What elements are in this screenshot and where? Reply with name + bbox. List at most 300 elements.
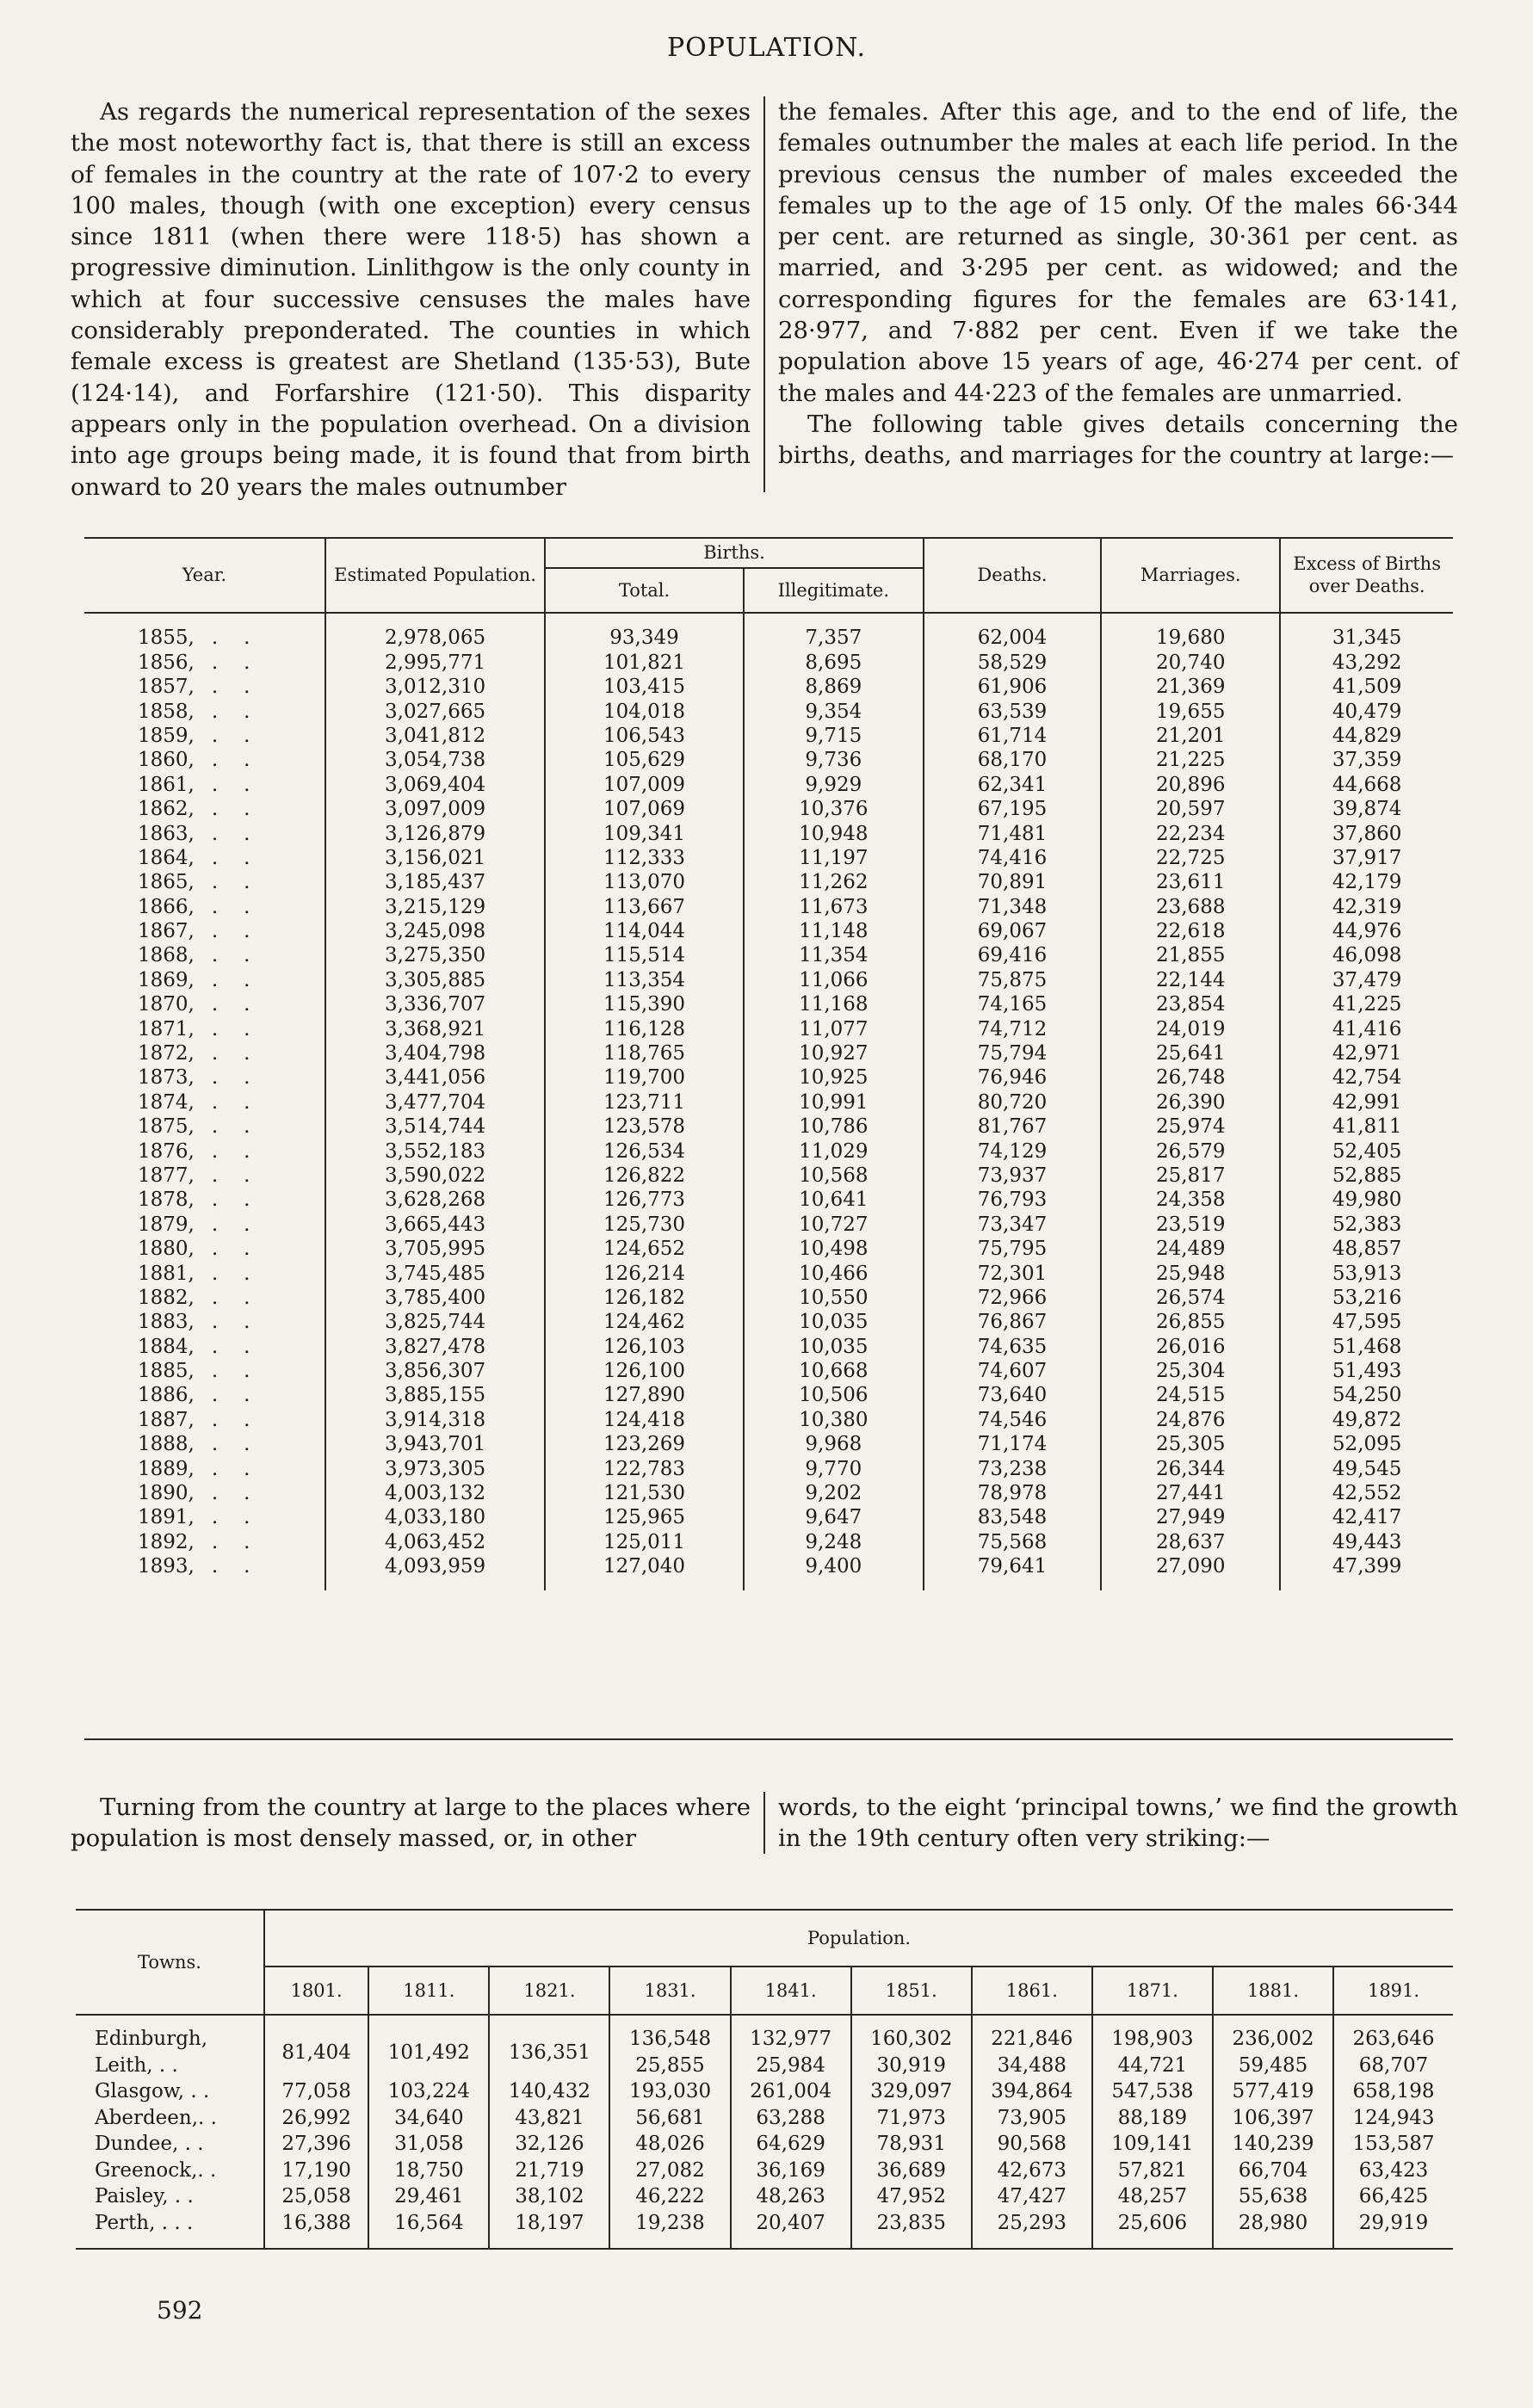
cell-marriages: 25,974 [1101, 1114, 1280, 1139]
cell-population: 3,097,009 [325, 797, 545, 821]
cell-deaths: 68,170 [924, 748, 1101, 772]
cell-births-illegitimate: 11,673 [744, 894, 924, 918]
cell-population: 36,169 [731, 2158, 851, 2184]
town-name: Dundee, . . [95, 2133, 204, 2156]
col-header-year-9: 1891. [1333, 1967, 1453, 2015]
cell-births-total: 126,534 [545, 1139, 744, 1163]
cell-marriages: 23,611 [1101, 870, 1280, 894]
table-row [84, 748, 1453, 772]
cell-excess: 47,399 [1280, 1554, 1453, 1578]
cell-population: 30,919 [851, 2053, 972, 2079]
cell-births-total: 116,128 [545, 1016, 744, 1040]
cell-births-illegitimate: 10,568 [744, 1164, 924, 1188]
cell-excess: 52,885 [1280, 1164, 1453, 1188]
cell-births-illegitimate: 9,736 [744, 748, 924, 772]
cell-population: 577,419 [1213, 2078, 1333, 2105]
cell-births-total: 106,543 [545, 724, 744, 748]
cell-population: 3,665,443 [325, 1213, 545, 1237]
cell-births-illegitimate: 9,248 [744, 1530, 924, 1554]
cell-excess: 41,509 [1280, 675, 1453, 699]
cell-births-illegitimate: 11,077 [744, 1016, 924, 1040]
cell-births-total: 107,009 [545, 773, 744, 797]
year-label: 1887, [138, 1408, 195, 1431]
town-name: Perth, . . . [95, 2211, 194, 2234]
cell-births-total: 123,269 [545, 1432, 744, 1456]
births-deaths-marriages-table [84, 537, 1453, 1590]
year-label: 1884, [138, 1335, 195, 1358]
cell-excess: 46,098 [1280, 943, 1453, 967]
cell-deaths: 58,529 [924, 651, 1101, 675]
leader-dots: .. [211, 1066, 276, 1090]
leader-dots: .. [211, 1213, 276, 1236]
cell-marriages: 26,016 [1101, 1335, 1280, 1359]
cell-population: 236,002 [1213, 2026, 1333, 2053]
year-label: 1882, [138, 1286, 195, 1309]
cell-year [84, 1383, 325, 1407]
cell-births-illegitimate: 10,727 [744, 1213, 924, 1237]
intro-left-column [71, 96, 751, 501]
cell-population: 3,305,885 [325, 968, 545, 992]
col-header-population: Estimated Population. [325, 538, 545, 613]
cell-population: 18,750 [368, 2158, 489, 2184]
cell-marriages: 22,618 [1101, 919, 1280, 943]
cell-deaths: 74,129 [924, 1139, 1101, 1163]
cell-deaths: 74,635 [924, 1335, 1101, 1359]
cell-population: 43,821 [489, 2105, 609, 2132]
cell-marriages: 27,441 [1101, 1481, 1280, 1505]
cell-population: 3,368,921 [325, 1016, 545, 1040]
cell-marriages: 24,019 [1101, 1016, 1280, 1040]
cell-marriages: 23,688 [1101, 894, 1280, 918]
cell-population: 3,745,485 [325, 1261, 545, 1285]
cell-deaths: 74,712 [924, 1016, 1101, 1040]
cell-excess: 49,980 [1280, 1188, 1453, 1212]
cell-population: 3,552,183 [325, 1139, 545, 1163]
cell-population: 3,477,704 [325, 1090, 545, 1114]
cell-births-illegitimate: 10,550 [744, 1286, 924, 1310]
cell-population: 394,864 [972, 2078, 1092, 2105]
cell-births-total: 107,069 [545, 797, 744, 821]
births-table-body [84, 613, 1453, 1590]
cell-marriages: 22,234 [1101, 821, 1280, 845]
table-row [76, 2026, 1453, 2053]
leader-dots: .. [211, 895, 276, 918]
cell-marriages: 25,304 [1101, 1359, 1280, 1383]
cell-population: 3,441,056 [325, 1065, 545, 1090]
cell-population-combined: 136,351 [489, 2026, 609, 2078]
year-label: 1865, [138, 871, 195, 894]
table-row [84, 1065, 1453, 1090]
cell-excess: 44,976 [1280, 919, 1453, 943]
cell-year [84, 1261, 325, 1285]
cell-population: 140,239 [1213, 2131, 1333, 2158]
cell-population: 153,587 [1333, 2131, 1453, 2158]
cell-deaths: 75,794 [924, 1041, 1101, 1065]
cell-population: 198,903 [1092, 2026, 1213, 2053]
cell-year [84, 992, 325, 1016]
cell-marriages: 21,855 [1101, 943, 1280, 967]
cell-births-total: 124,652 [545, 1237, 744, 1261]
cell-births-illegitimate: 8,869 [744, 675, 924, 699]
col-header-illegitimate: Illegitimate. [744, 568, 924, 613]
cell-population: 66,704 [1213, 2158, 1333, 2184]
cell-year [84, 699, 325, 723]
year-label: 1859, [138, 724, 195, 747]
cell-population: 44,721 [1092, 2053, 1213, 2079]
cell-deaths: 73,238 [924, 1456, 1101, 1480]
leader-dots: .. [211, 846, 276, 869]
cell-marriages: 23,854 [1101, 992, 1280, 1016]
principal-towns-table [76, 1909, 1453, 2250]
cell-population: 658,198 [1333, 2078, 1453, 2105]
cell-births-illegitimate: 10,927 [744, 1041, 924, 1065]
cell-excess: 49,545 [1280, 1456, 1453, 1480]
table-row [84, 992, 1453, 1016]
cell-deaths: 71,348 [924, 894, 1101, 918]
cell-population: 3,126,879 [325, 821, 545, 845]
cell-year [84, 1554, 325, 1578]
cell-births-total: 109,341 [545, 821, 744, 845]
leader-dots: .. [211, 1457, 276, 1480]
cell-excess: 31,345 [1280, 626, 1453, 650]
cell-births-illegitimate: 11,197 [744, 846, 924, 870]
table-row [76, 2105, 1453, 2132]
cell-marriages: 26,574 [1101, 1286, 1280, 1310]
cell-population: 3,914,318 [325, 1408, 545, 1432]
cell-deaths: 71,174 [924, 1432, 1101, 1456]
year-label: 1874, [138, 1090, 195, 1114]
cell-births-total: 127,890 [545, 1383, 744, 1407]
cell-excess: 43,292 [1280, 651, 1453, 675]
cell-population: 64,629 [731, 2131, 851, 2158]
cell-excess: 37,917 [1280, 846, 1453, 870]
cell-year [84, 1237, 325, 1261]
cell-population: 329,097 [851, 2078, 972, 2105]
cell-year [84, 1481, 325, 1505]
cell-year [84, 1041, 325, 1065]
cell-marriages: 26,748 [1101, 1065, 1280, 1090]
cell-population: 66,425 [1333, 2183, 1453, 2210]
cell-deaths: 63,539 [924, 699, 1101, 723]
cell-year [84, 1408, 325, 1432]
cell-excess: 42,179 [1280, 870, 1453, 894]
col-header-births: Births. [545, 538, 924, 568]
cell-marriages: 25,641 [1101, 1041, 1280, 1065]
cell-births-total: 126,100 [545, 1359, 744, 1383]
cell-population: 140,432 [489, 2078, 609, 2105]
cell-year [84, 1016, 325, 1040]
cell-births-illegitimate: 10,035 [744, 1335, 924, 1359]
cell-births-total: 126,773 [545, 1188, 744, 1212]
col-header-marriages: Marriages. [1101, 538, 1280, 613]
year-label: 1889, [138, 1457, 195, 1480]
cell-births-illegitimate: 10,786 [744, 1114, 924, 1139]
cell-population: 23,835 [851, 2210, 972, 2237]
cell-year [84, 1139, 325, 1163]
cell-births-total: 113,070 [545, 870, 744, 894]
town-name: Paisley, . . [95, 2185, 194, 2208]
towns-intro-right [778, 1792, 1458, 1854]
cell-population: 3,628,268 [325, 1188, 545, 1212]
leader-dots: .. [211, 1090, 276, 1114]
cell-population: 38,102 [489, 2183, 609, 2210]
cell-excess: 51,493 [1280, 1359, 1453, 1383]
cell-year [84, 1310, 325, 1334]
cell-deaths: 80,720 [924, 1090, 1101, 1114]
cell-deaths: 62,341 [924, 773, 1101, 797]
table-row [84, 1237, 1453, 1261]
cell-marriages: 21,201 [1101, 724, 1280, 748]
cell-births-total: 115,514 [545, 943, 744, 967]
leader-dots: .. [211, 1360, 276, 1383]
cell-population: 21,719 [489, 2158, 609, 2184]
table-row [84, 1432, 1453, 1456]
cell-marriages: 24,515 [1101, 1383, 1280, 1407]
cell-population: 3,825,744 [325, 1310, 545, 1334]
cell-population: 77,058 [264, 2078, 368, 2105]
cell-excess: 51,468 [1280, 1335, 1453, 1359]
cell-population: 55,638 [1213, 2183, 1333, 2210]
cell-population: 25,984 [731, 2053, 851, 2079]
cell-excess: 42,417 [1280, 1505, 1453, 1529]
cell-births-total: 115,390 [545, 992, 744, 1016]
table-row [84, 919, 1453, 943]
cell-year [84, 821, 325, 845]
cell-year [84, 968, 325, 992]
cell-population: 34,640 [368, 2105, 489, 2132]
cell-population: 47,952 [851, 2183, 972, 2210]
cell-births-illegitimate: 11,066 [744, 968, 924, 992]
cell-year [84, 1456, 325, 1480]
towns-intro-left-paragraph: Turning from the country at large to the places where population is most densely massed, or, in other [71, 1794, 751, 1853]
cell-births-total: 126,214 [545, 1261, 744, 1285]
cell-population: 36,689 [851, 2158, 972, 2184]
cell-deaths: 75,568 [924, 1530, 1101, 1554]
cell-population: 25,855 [609, 2053, 730, 2079]
leader-dots: .. [211, 1311, 276, 1334]
year-label: 1864, [138, 846, 195, 869]
leader-dots: .. [211, 773, 276, 796]
cell-births-total: 114,044 [545, 919, 744, 943]
table-row [84, 1090, 1453, 1114]
cell-population: 132,977 [731, 2026, 851, 2053]
cell-marriages: 19,655 [1101, 699, 1280, 723]
cell-population: 4,003,132 [325, 1481, 545, 1505]
leader-dots: .. [211, 1017, 276, 1040]
year-label: 1867, [138, 920, 195, 943]
cell-marriages: 23,519 [1101, 1213, 1280, 1237]
cell-year [84, 675, 325, 699]
cell-population: 3,885,155 [325, 1383, 545, 1407]
cell-excess: 52,095 [1280, 1432, 1453, 1456]
cell-population: 48,026 [609, 2131, 730, 2158]
cell-excess: 49,872 [1280, 1408, 1453, 1432]
leader-dots: .. [211, 1115, 276, 1139]
cell-population: 136,548 [609, 2026, 730, 2053]
table-row [84, 894, 1453, 918]
column-divider [763, 96, 765, 492]
cell-year [84, 1359, 325, 1383]
table-row [84, 651, 1453, 675]
year-label: 1860, [138, 749, 195, 772]
leader-dots: .. [211, 700, 276, 723]
col-header-deaths: Deaths. [924, 538, 1101, 613]
cell-deaths: 74,546 [924, 1408, 1101, 1432]
cell-births-total: 118,765 [545, 1041, 744, 1065]
year-label: 1881, [138, 1262, 195, 1285]
town-name-edinburgh: Edinburgh, [95, 2028, 208, 2051]
cell-births-illegitimate: 11,262 [744, 870, 924, 894]
leader-dots: .. [211, 1433, 276, 1456]
intro-right-paragraph-2: The following table gives details concerning the births, deaths, and marriages for the country at large:— [778, 410, 1458, 470]
year-label: 1886, [138, 1384, 195, 1407]
cell-year [84, 797, 325, 821]
year-label: 1892, [138, 1530, 195, 1553]
cell-births-total: 104,018 [545, 699, 744, 723]
table-row [84, 1554, 1453, 1578]
cell-deaths: 75,795 [924, 1237, 1101, 1261]
town-name: Glasgow, . . [95, 2080, 210, 2103]
year-label: 1862, [138, 798, 195, 821]
cell-population: 27,396 [264, 2131, 368, 2158]
table-row [84, 1408, 1453, 1432]
cell-births-total: 125,965 [545, 1505, 744, 1529]
cell-marriages: 26,390 [1101, 1090, 1280, 1114]
cell-year [84, 651, 325, 675]
cell-births-illegitimate: 9,647 [744, 1505, 924, 1529]
table-row [84, 943, 1453, 967]
cell-population: 42,673 [972, 2158, 1092, 2184]
cell-marriages: 27,949 [1101, 1505, 1280, 1529]
cell-excess: 42,991 [1280, 1090, 1453, 1114]
cell-population: 3,027,665 [325, 699, 545, 723]
leader-dots: .. [211, 944, 276, 967]
cell-excess: 44,668 [1280, 773, 1453, 797]
table-row [84, 1286, 1453, 1310]
cell-population: 221,846 [972, 2026, 1092, 2053]
cell-excess: 52,383 [1280, 1213, 1453, 1237]
cell-year [84, 1114, 325, 1139]
year-label: 1879, [138, 1213, 195, 1236]
leader-dots: .. [211, 1530, 276, 1553]
cell-population: 3,012,310 [325, 675, 545, 699]
cell-population: 3,336,707 [325, 992, 545, 1016]
table-row [84, 821, 1453, 845]
leader-dots: .. [211, 1262, 276, 1285]
cell-marriages: 21,225 [1101, 748, 1280, 772]
leader-dots: .. [211, 993, 276, 1016]
year-label: 1890, [138, 1482, 195, 1505]
cell-population: 46,222 [609, 2183, 730, 2210]
col-header-year-8: 1881. [1213, 1967, 1333, 2015]
cell-births-illegitimate: 10,466 [744, 1261, 924, 1285]
cell-year [84, 773, 325, 797]
year-label: 1893, [138, 1555, 195, 1578]
cell-population: 29,461 [368, 2183, 489, 2210]
cell-population: 3,856,307 [325, 1359, 545, 1383]
cell-year [84, 1505, 325, 1529]
cell-population: 16,564 [368, 2210, 489, 2237]
cell-births-illegitimate: 10,506 [744, 1383, 924, 1407]
leader-dots: .. [211, 1042, 276, 1065]
leader-dots: .. [211, 1482, 276, 1505]
cell-births-illegitimate: 10,641 [744, 1188, 924, 1212]
cell-population: 71,973 [851, 2105, 972, 2132]
cell-year [84, 894, 325, 918]
cell-population: 3,705,995 [325, 1237, 545, 1261]
leader-dots: .. [211, 1555, 276, 1578]
cell-population: 3,215,129 [325, 894, 545, 918]
col-header-year: Year. [84, 538, 325, 613]
intro-text [71, 96, 1458, 501]
cell-deaths: 74,165 [924, 992, 1101, 1016]
cell-deaths: 74,416 [924, 846, 1101, 870]
cell-excess: 41,416 [1280, 1016, 1453, 1040]
cell-deaths: 83,548 [924, 1505, 1101, 1529]
cell-population: 63,423 [1333, 2158, 1453, 2184]
cell-excess: 44,829 [1280, 724, 1453, 748]
year-label: 1891, [138, 1506, 195, 1529]
leader-dots: .. [211, 1189, 276, 1212]
cell-excess: 42,319 [1280, 894, 1453, 918]
table-row [84, 1164, 1453, 1188]
cell-year [84, 846, 325, 870]
table-row [84, 846, 1453, 870]
cell-excess: 54,250 [1280, 1383, 1453, 1407]
cell-births-total: 125,730 [545, 1213, 744, 1237]
leader-dots: .. [211, 1384, 276, 1407]
cell-year [84, 724, 325, 748]
leader-dots: .. [211, 749, 276, 772]
cell-population: 34,488 [972, 2053, 1092, 2079]
table-row [84, 773, 1453, 797]
cell-births-illegitimate: 9,400 [744, 1554, 924, 1578]
year-label: 1880, [138, 1238, 195, 1261]
cell-excess: 39,874 [1280, 797, 1453, 821]
cell-year [84, 1335, 325, 1359]
cell-year [84, 870, 325, 894]
col-header-town-population: Population. [264, 1910, 1453, 1967]
table-row [84, 1481, 1453, 1505]
cell-population: 3,275,350 [325, 943, 545, 967]
cell-deaths: 72,966 [924, 1286, 1101, 1310]
cell-population: 3,185,437 [325, 870, 545, 894]
cell-population: 3,514,744 [325, 1114, 545, 1139]
table-row [84, 1114, 1453, 1139]
col-header-year-6: 1861. [972, 1967, 1092, 2015]
cell-population: 106,397 [1213, 2105, 1333, 2132]
year-label: 1877, [138, 1164, 195, 1187]
town-name-leith: Leith, . . [95, 2053, 178, 2077]
cell-excess: 40,479 [1280, 699, 1453, 723]
cell-deaths: 74,607 [924, 1359, 1101, 1383]
column-divider [763, 1792, 765, 1854]
cell-births-illegitimate: 10,948 [744, 821, 924, 845]
leader-dots: .. [211, 651, 276, 674]
cell-deaths: 76,946 [924, 1065, 1101, 1090]
page-title: POPULATION. [667, 33, 866, 63]
cell-births-illegitimate: 10,925 [744, 1065, 924, 1090]
towns-intro-left [71, 1792, 751, 1854]
table-row [84, 675, 1453, 699]
table-row [84, 1359, 1453, 1383]
cell-population: 124,943 [1333, 2105, 1453, 2132]
cell-births-illegitimate: 10,035 [744, 1310, 924, 1334]
leader-dots: .. [211, 1164, 276, 1187]
cell-population: 26,992 [264, 2105, 368, 2132]
cell-marriages: 26,855 [1101, 1310, 1280, 1334]
table-row [84, 968, 1453, 992]
